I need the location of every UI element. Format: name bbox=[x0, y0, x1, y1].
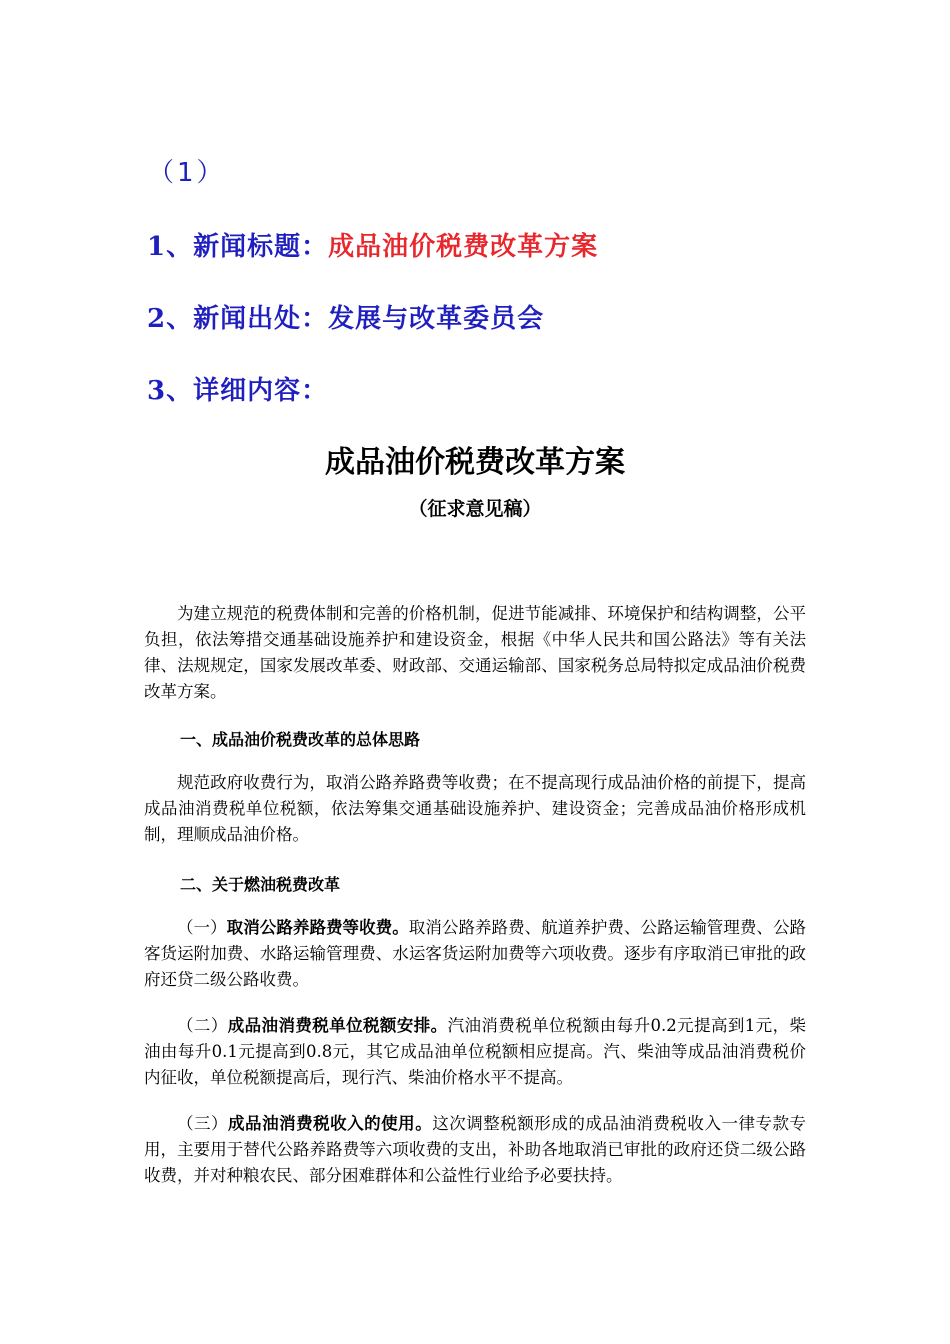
section2-heading: 二、关于燃油税费改革 bbox=[180, 875, 341, 894]
item3-body: 这次调整税额形成的成品油消费税收入一律专款专用，主要用于替代公路养路费等六项收费的支出，补助各地取消已审批的政府还贷二级公路收费，并对种粮农民、部分困难群体和公益性行业给予必要扶持。 bbox=[144, 1114, 807, 1185]
document-title: 成品油价税费改革方案 bbox=[325, 445, 625, 480]
item2-prefix: （二） bbox=[177, 1016, 228, 1035]
item3-prefix: （三） bbox=[177, 1114, 229, 1133]
news-source-label: 2、新闻出处： bbox=[147, 304, 329, 334]
item1-paragraph bbox=[144, 915, 806, 993]
item3-paragraph bbox=[144, 1111, 806, 1189]
news-title-value: 成品油价税费改革方案 bbox=[328, 232, 599, 262]
news-title-label: 1、新闻标题： bbox=[147, 232, 329, 262]
item1-body: 取消公路养路费、航道养护费、公路运输管理费、公路客货运附加费、水路运输管理费、水运客货运附加费等六项收费。逐步有序取消已审批的政府还贷二级公路收费。 bbox=[144, 918, 807, 989]
item2-paragraph bbox=[144, 1013, 806, 1091]
detail-content-line bbox=[147, 370, 328, 407]
news-source-line bbox=[147, 298, 544, 335]
item1-prefix: （一） bbox=[177, 918, 227, 937]
intro-paragraph: 为建立规范的税费体制和完善的价格机制，促进节能减排、环境保护和结构调整，公平负担，依法筹措交通基础设施养护和建设资金，根据《中华人民共和国公路法》等有关法律、法规规定，国家发展改革委、财政部、交通运输部、国家税务总局特拟定成品油价税费改革方案。 bbox=[144, 604, 806, 701]
item-index: （1） bbox=[148, 158, 226, 188]
detail-content-label: 3、详细内容： bbox=[147, 376, 329, 406]
item2-body: 汽油消费税单位税额由每升0.2元提高到1元，柴油由每升0.1元提高到0.8元，其它成品油单位税额相应提高。汽、柴油等成品油消费税价内征收，单位税额提高后，现行汽、柴油价格水平不提高。 bbox=[144, 1016, 806, 1087]
item1-lead: 取消公路养路费等收费。 bbox=[226, 918, 409, 937]
item2-lead: 成品油消费税单位税额安排。 bbox=[227, 1016, 448, 1035]
document-subtitle: （征求意见稿） bbox=[408, 498, 542, 520]
item3-lead: 成品油消费税收入的使用。 bbox=[228, 1114, 433, 1133]
news-source-value: 发展与改革委员会 bbox=[328, 304, 545, 334]
news-title-line bbox=[147, 226, 598, 263]
section1-paragraph: 规范政府收费行为，取消公路养路费等收费；在不提高现行成品油价格的前提下，提高成品油消费税单位税额，依法筹集交通基础设施养护、建设资金；完善成品油价格形成机制，理顺成品油价格。 bbox=[144, 773, 806, 844]
section1-heading: 一、成品油价税费改革的总体思路 bbox=[180, 730, 421, 749]
